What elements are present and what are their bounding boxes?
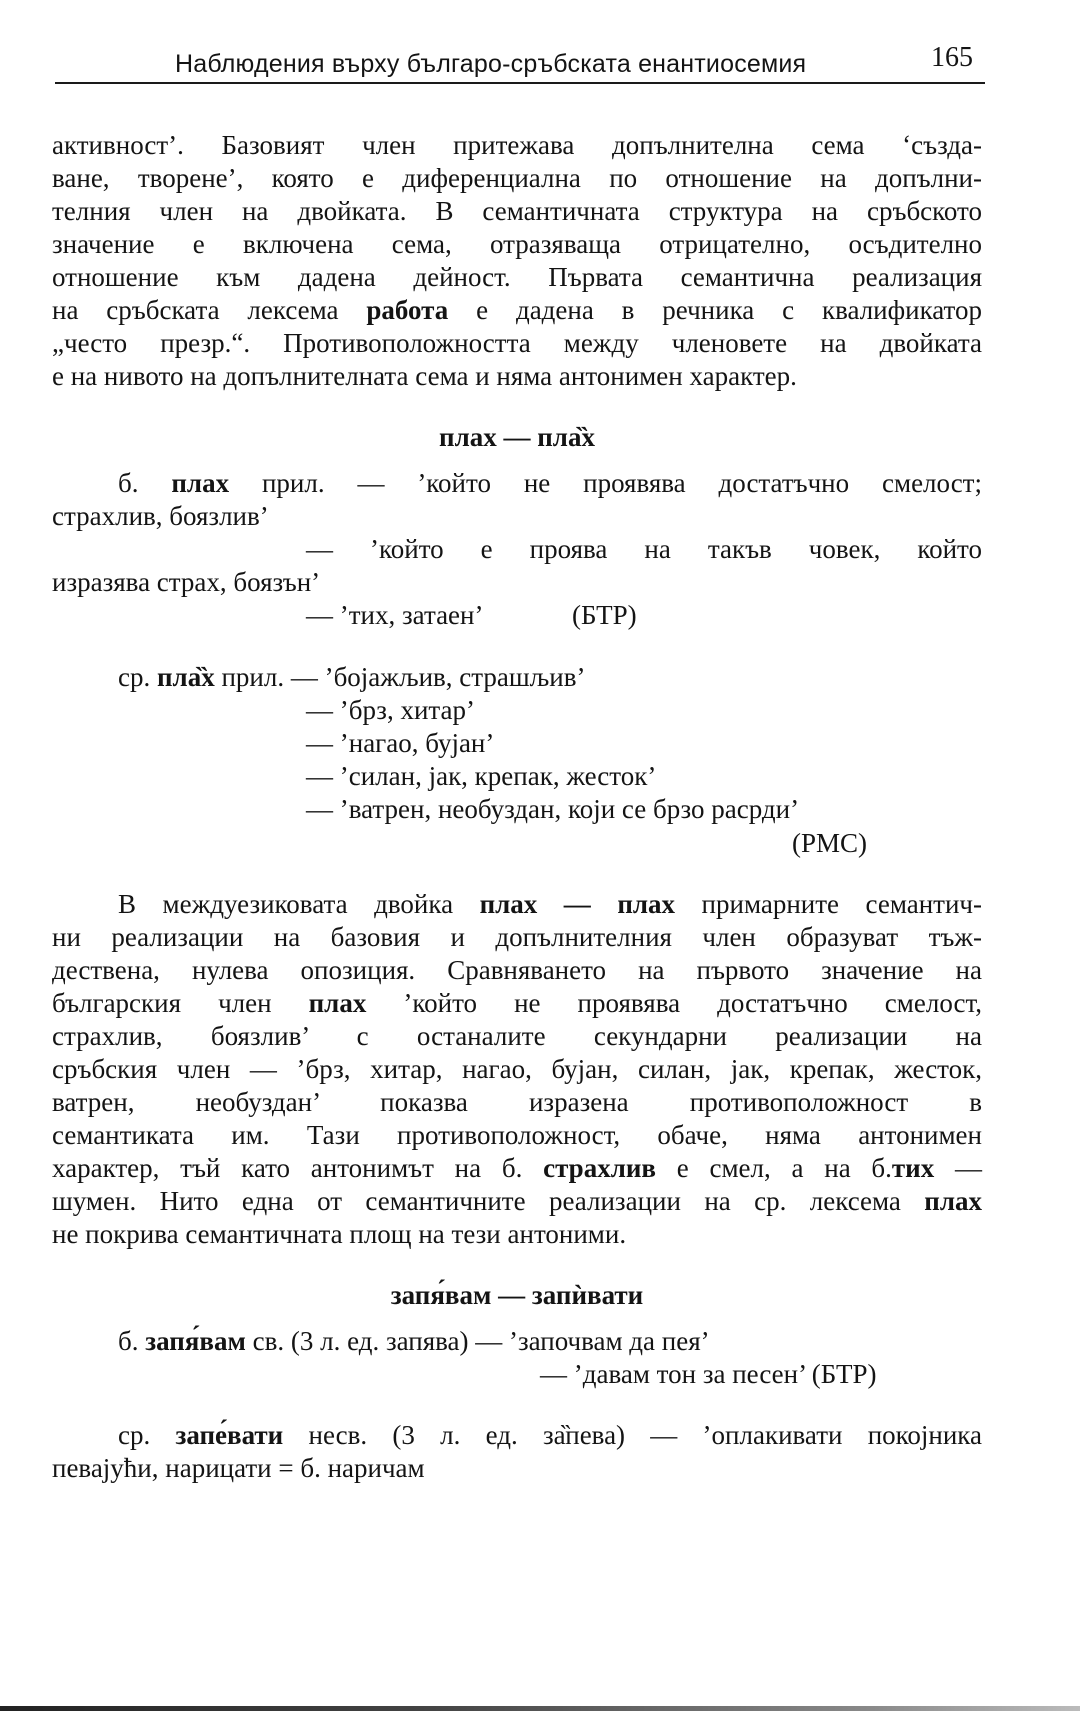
para2-line6: сръбския член — ’брз, хитар, нагао, бујан, силан, јак, крепак, жесток, bbox=[52, 1054, 982, 1084]
term-plah-pair: плах — плах bbox=[479, 889, 676, 919]
entry-sr-plah-def5: — ’ватрен, необуздан, који се брзо расрди’ bbox=[306, 794, 800, 824]
running-header bbox=[55, 42, 985, 84]
para1-line6: на сръбската лексема работа е дадена в речника с квалификатор bbox=[52, 295, 982, 325]
para2-line8: семантиката им. Тази противоположност, обаче, няма антонимен bbox=[52, 1120, 982, 1150]
para2-line1: В междуезиковата двойка плах — плах примарните семантич- bbox=[118, 889, 982, 919]
entry-sr-plah-def2: — ’брз, хитар’ bbox=[306, 695, 476, 725]
para2-line9: характер, тъй като антонимът на б. страхлив е смел, а на б.тих — bbox=[52, 1153, 982, 1183]
para1-line7: „често презр.“. Противоположността между членовете на двойката bbox=[52, 328, 982, 358]
source-rms: (РМС) bbox=[792, 828, 868, 858]
entry-sr-plah-def1: ср. пла̏х прил. — ’бојажљив, страшљив’ bbox=[118, 662, 586, 692]
para1-line8: е на нивото на допълнителната сема и няма антонимен характер. bbox=[52, 361, 797, 391]
para2-line7: ватрен, необуздан’ показва изразена противоположност в bbox=[52, 1087, 982, 1117]
para1-line3: телния член на двойката. В семантичната структура на сръбското bbox=[52, 196, 982, 226]
entry-bg-plah-def3: — ’тих, затаен’ bbox=[306, 600, 484, 630]
section-heading-plah: плах — пла̏х bbox=[439, 422, 595, 452]
headword-sr-zapevati: запе́вати bbox=[175, 1420, 284, 1450]
headword-bg-zapyavam: запя́вам bbox=[145, 1326, 246, 1356]
entry-sr-zapevati-def1-cont: певајући, нарицати = б. наричам bbox=[52, 1453, 425, 1483]
para2-line11: не покрива семантичната площ на тези антоними. bbox=[52, 1219, 627, 1249]
para2-line2: ни реализации на базовия и допълнителния член образуват тъж- bbox=[52, 922, 982, 952]
running-title: Наблюдения върху българо-сръбската енантиосемия bbox=[175, 50, 807, 78]
scan-edge-rule bbox=[0, 1706, 1080, 1711]
para2-line10: шумен. Нито една от семантичните реализации на ср. лексема плах bbox=[52, 1186, 982, 1216]
para1-line4: значение е включена сема, отразяваща отрицателно, осъдително bbox=[52, 229, 982, 259]
para1-line2: ване, творене’, която е диференциална по отношение на допълни- bbox=[52, 163, 982, 193]
term-rabota: работа bbox=[366, 295, 449, 325]
entry-sr-plah-def4: — ’силан, јак, крепак, жесток’ bbox=[306, 761, 657, 791]
term-strahliv: страхлив bbox=[543, 1153, 656, 1183]
entry-bg-zapyavam-def1: б. запя́вам св. (3 л. ед. запява) — ’започвам да пея’ bbox=[118, 1326, 710, 1356]
section-heading-zapyavam: запя́вам — запѝвати bbox=[390, 1280, 644, 1310]
para2-line3: дествена, нулева опозиция. Сравняването на първото значение на bbox=[52, 955, 982, 985]
entry-sr-plah-def3: — ’нагао, бујан’ bbox=[306, 728, 495, 758]
entry-bg-plah-def2: — ’който е проява на такъв човек, който bbox=[306, 534, 982, 564]
headword-sr-plah: пла̏х bbox=[156, 662, 215, 692]
entry-bg-plah-def2-cont: изразява страх, боязън’ bbox=[52, 567, 321, 597]
source-btr: (БТР) bbox=[572, 600, 637, 630]
para2-line5: страхлив, боязлив’ с останалите секундарни реализации на bbox=[52, 1021, 982, 1051]
term-tih: тих bbox=[891, 1153, 935, 1183]
entry-bg-zapyavam-def2: — ’давам тон за песен’ (БТР) bbox=[540, 1359, 877, 1389]
para1-line5: отношение към дадена дейност. Първата семантична реализация bbox=[52, 262, 982, 292]
entry-bg-plah-def1: б. плах прил. — ’който не проявява достатъчно смелост; bbox=[118, 468, 982, 498]
term-plah-sr: плах bbox=[924, 1186, 982, 1216]
para2-line4: българския член плах ’който не проявява достатъчно смелост, bbox=[52, 988, 983, 1018]
headword-bg-plah: плах bbox=[171, 468, 230, 498]
entry-bg-plah-def1-cont: страхлив, боязлив’ bbox=[52, 501, 269, 531]
entry-sr-zapevati-def1: ср. запе́вати несв. (3 л. ед. за̏пева) — ’оплакивати покојника bbox=[118, 1420, 982, 1450]
para1-line1: активност’. Базовият член притежава допълнителна сема ‘създа- bbox=[52, 130, 982, 160]
page-number: 165 bbox=[931, 42, 973, 73]
term-plah: плах bbox=[308, 988, 367, 1018]
